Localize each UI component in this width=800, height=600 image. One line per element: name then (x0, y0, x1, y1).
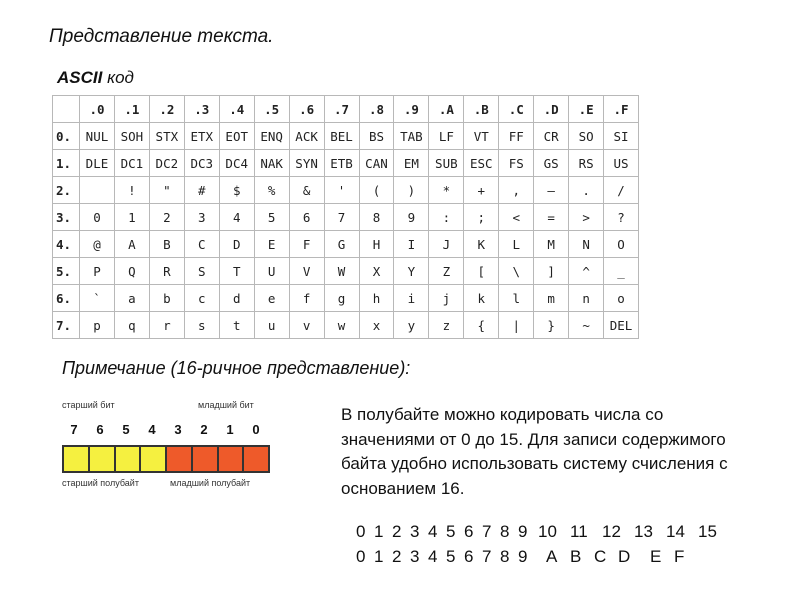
row-header: 4. (53, 231, 80, 258)
ascii-cell: l (499, 285, 534, 312)
ascii-cell: 0 (80, 204, 115, 231)
hex-digit: D (618, 547, 631, 566)
ascii-row (53, 177, 639, 204)
decimal-value: 8 (500, 522, 510, 541)
ascii-cell: j (429, 285, 464, 312)
ascii-cell: ? (604, 204, 639, 231)
ascii-cell: LF (429, 123, 464, 150)
column-header: .E (569, 96, 604, 123)
ascii-cell: CR (534, 123, 569, 150)
bit-cell-5 (116, 447, 142, 471)
hex-digit: 9 (518, 547, 528, 566)
bit-numbers (62, 422, 270, 438)
ascii-cell: > (569, 204, 604, 231)
ascii-cell: f (289, 285, 324, 312)
ascii-cell: S (184, 258, 219, 285)
ascii-cell: ETX (184, 123, 219, 150)
ascii-cell: . (569, 177, 604, 204)
ascii-cell: " (149, 177, 184, 204)
ascii-cell: FS (499, 150, 534, 177)
bit-cell-1 (219, 447, 245, 471)
ascii-cell: w (324, 312, 359, 339)
byte-diagram (62, 445, 270, 473)
ascii-cell: } (534, 312, 569, 339)
bit-number: 7 (70, 422, 78, 437)
column-header: .6 (289, 96, 324, 123)
column-header: .7 (324, 96, 359, 123)
ascii-cell: DC3 (184, 150, 219, 177)
bit-cell-6 (90, 447, 116, 471)
ascii-cell: [ (464, 258, 499, 285)
ascii-cell: ( (359, 177, 394, 204)
ascii-cell: J (429, 231, 464, 258)
decimal-value: 9 (518, 522, 528, 541)
bit-cell-3 (167, 447, 193, 471)
ascii-cell: ] (534, 258, 569, 285)
note-middle: 16-ричное представление (176, 358, 400, 378)
ascii-cell: r (149, 312, 184, 339)
decimal-value: 0 (356, 522, 366, 541)
column-header: .8 (359, 96, 394, 123)
bit-number: 4 (148, 422, 156, 437)
ascii-cell: Q (114, 258, 149, 285)
ascii-cell: h (359, 285, 394, 312)
ascii-cell: NUL (80, 123, 115, 150)
decimal-value: 12 (602, 522, 621, 541)
ascii-heading (57, 68, 134, 88)
row-header: 1. (53, 150, 80, 177)
slide-title: Представление текста. (49, 26, 274, 47)
ascii-table (52, 95, 639, 339)
ascii-cell: b (149, 285, 184, 312)
hex-digit: 6 (464, 547, 474, 566)
ascii-row (53, 231, 639, 258)
ascii-cell: Y (394, 258, 429, 285)
ascii-cell: F (289, 231, 324, 258)
ascii-cell: DEL (604, 312, 639, 339)
ascii-cell: & (289, 177, 324, 204)
decimal-value: 5 (446, 522, 456, 541)
hex-digit: 5 (446, 547, 456, 566)
bit-number: 1 (226, 422, 234, 437)
ascii-cell: ; (464, 204, 499, 231)
ascii-cell: DC2 (149, 150, 184, 177)
bit-number: 3 (174, 422, 182, 437)
ascii-cell: c (184, 285, 219, 312)
ascii-cell: TAB (394, 123, 429, 150)
ascii-cell: : (429, 204, 464, 231)
ascii-cell: DC1 (114, 150, 149, 177)
ascii-cell: ^ (569, 258, 604, 285)
ascii-cell: v (289, 312, 324, 339)
note-after: ): (399, 358, 411, 378)
ascii-cell: H (359, 231, 394, 258)
ascii-cell: 2 (149, 204, 184, 231)
ascii-cell: g (324, 285, 359, 312)
ascii-cell: ` (80, 285, 115, 312)
explanation-paragraph: В полубайте можно кодировать числа со значениями от 0 до 15. Для записи содержимого байта удобно использовать систему счисления с основанием 16. (341, 405, 728, 498)
ascii-cell: s (184, 312, 219, 339)
ascii-cell: NAK (254, 150, 289, 177)
ascii-cell: a (114, 285, 149, 312)
decimal-value: 7 (482, 522, 492, 541)
hex-digit: 0 (356, 547, 366, 566)
column-header: .C (499, 96, 534, 123)
ascii-cell: q (114, 312, 149, 339)
ascii-cell: 4 (219, 204, 254, 231)
ascii-cell: 1 (114, 204, 149, 231)
bit-number: 0 (252, 422, 260, 437)
hex-digit: 4 (428, 547, 438, 566)
ascii-cell: n (569, 285, 604, 312)
ascii-cell: W (324, 258, 359, 285)
ascii-cell: CAN (359, 150, 394, 177)
ascii-cell: i (394, 285, 429, 312)
ascii-cell: SI (604, 123, 639, 150)
decimal-value: 14 (666, 522, 685, 541)
ascii-row (53, 150, 639, 177)
decimal-value: 1 (374, 522, 384, 541)
column-header: .4 (219, 96, 254, 123)
ascii-cell: L (499, 231, 534, 258)
ascii-cell: BEL (324, 123, 359, 150)
hex-digit: B (570, 547, 582, 566)
ascii-cell: x (359, 312, 394, 339)
ascii-row (53, 285, 639, 312)
ascii-cell: SOH (114, 123, 149, 150)
ascii-cell: EOT (219, 123, 254, 150)
ascii-cell: G (324, 231, 359, 258)
ascii-cell: { (464, 312, 499, 339)
ascii-cell: DLE (80, 150, 115, 177)
low-nibble-label: младший полубайт (170, 478, 251, 488)
ascii-cell: US (604, 150, 639, 177)
ascii-cell: SO (569, 123, 604, 150)
column-header: .3 (184, 96, 219, 123)
column-header: .1 (114, 96, 149, 123)
ascii-cell: GS (534, 150, 569, 177)
ascii-cell: EM (394, 150, 429, 177)
ascii-cell: t (219, 312, 254, 339)
ascii-cell: R (149, 258, 184, 285)
row-header: 5. (53, 258, 80, 285)
hex-digit: 7 (482, 547, 492, 566)
decimal-value: 3 (410, 522, 420, 541)
ascii-cell: z (429, 312, 464, 339)
ascii-cell: C (184, 231, 219, 258)
ascii-row (53, 204, 639, 231)
ascii-cell: A (114, 231, 149, 258)
ascii-cell: o (604, 285, 639, 312)
ascii-cell: SUB (429, 150, 464, 177)
ascii-cell: VT (464, 123, 499, 150)
ascii-cell: STX (149, 123, 184, 150)
ascii-cell (80, 177, 115, 204)
ascii-cell: @ (80, 231, 115, 258)
ascii-cell: FF (499, 123, 534, 150)
ascii-cell: \ (499, 258, 534, 285)
hex-digit: E (650, 547, 662, 566)
ascii-cell: 3 (184, 204, 219, 231)
ascii-cell: ACK (289, 123, 324, 150)
ascii-heading-rest: код (102, 68, 134, 87)
ascii-cell: y (394, 312, 429, 339)
row-header: 0. (53, 123, 80, 150)
hex-digit: 3 (410, 547, 420, 566)
ascii-cell: P (80, 258, 115, 285)
ascii-cell: + (464, 177, 499, 204)
ascii-cell: U (254, 258, 289, 285)
hex-digit: C (594, 547, 607, 566)
decimal-value: 13 (634, 522, 653, 541)
ascii-cell: ENQ (254, 123, 289, 150)
column-header: .B (464, 96, 499, 123)
ascii-header-row (53, 96, 639, 123)
ascii-heading-bold: ASCII (57, 68, 103, 87)
note-before: Примечание ( (62, 358, 177, 378)
ascii-cell: = (534, 204, 569, 231)
low-bit-label: младший бит (198, 400, 254, 410)
ascii-cell: O (604, 231, 639, 258)
ascii-cell: 6 (289, 204, 324, 231)
ascii-cell: 5 (254, 204, 289, 231)
decimal-value: 2 (392, 522, 402, 541)
ascii-row (53, 312, 639, 339)
ascii-cell: E (254, 231, 289, 258)
ascii-cell: D (219, 231, 254, 258)
ascii-cell: ETB (324, 150, 359, 177)
hex-digit: A (546, 547, 558, 566)
bit-number: 6 (96, 422, 104, 437)
row-header: 2. (53, 177, 80, 204)
ascii-cell: d (219, 285, 254, 312)
bit-number: 2 (200, 422, 208, 437)
ascii-cell: X (359, 258, 394, 285)
ascii-cell: p (80, 312, 115, 339)
ascii-cell: ~ (569, 312, 604, 339)
ascii-cell: ' (324, 177, 359, 204)
ascii-cell: ! (114, 177, 149, 204)
bit-cell-0 (244, 447, 268, 471)
ascii-cell: < (499, 204, 534, 231)
ascii-table-container (52, 95, 639, 336)
ascii-cell: e (254, 285, 289, 312)
ascii-cell: 8 (359, 204, 394, 231)
high-nibble-label: старший полубайт (62, 478, 139, 488)
ascii-cell: BS (359, 123, 394, 150)
row-header: 3. (53, 204, 80, 231)
column-header: .9 (394, 96, 429, 123)
hex-digit: F (674, 547, 685, 566)
hex-digit: 2 (392, 547, 402, 566)
ascii-cell: ESC (464, 150, 499, 177)
ascii-row (53, 258, 639, 285)
ascii-cell: T (219, 258, 254, 285)
decimal-value: 4 (428, 522, 438, 541)
ascii-cell: # (184, 177, 219, 204)
column-header (53, 96, 80, 123)
decimal-value: 10 (538, 522, 557, 541)
decimal-value: 11 (570, 522, 588, 541)
column-header: .5 (254, 96, 289, 123)
ascii-cell: k (464, 285, 499, 312)
ascii-cell: Z (429, 258, 464, 285)
ascii-cell: $ (219, 177, 254, 204)
ascii-cell: 9 (394, 204, 429, 231)
column-header: .D (534, 96, 569, 123)
high-bit-label: старший бит (62, 400, 115, 410)
ascii-cell: , (499, 177, 534, 204)
ascii-cell: | (499, 312, 534, 339)
decimal-value: 6 (464, 522, 474, 541)
hex-digit: 8 (500, 547, 510, 566)
bit-cell-7 (64, 447, 90, 471)
ascii-cell: % (254, 177, 289, 204)
ascii-cell: / (604, 177, 639, 204)
row-header: 6. (53, 285, 80, 312)
ascii-cell: SYN (289, 150, 324, 177)
note-heading (62, 358, 410, 379)
ascii-cell: RS (569, 150, 604, 177)
ascii-cell: V (289, 258, 324, 285)
ascii-cell: K (464, 231, 499, 258)
row-header: 7. (53, 312, 80, 339)
ascii-cell: I (394, 231, 429, 258)
bit-number: 5 (122, 422, 130, 437)
ascii-cell: u (254, 312, 289, 339)
bit-cell-2 (193, 447, 219, 471)
column-header: .F (604, 96, 639, 123)
decimal-value: 15 (698, 522, 717, 541)
ascii-cell: 7 (324, 204, 359, 231)
column-header: .0 (80, 96, 115, 123)
column-header: .A (429, 96, 464, 123)
ascii-cell: ) (394, 177, 429, 204)
ascii-cell: — (534, 177, 569, 204)
ascii-cell: _ (604, 258, 639, 285)
bit-cell-4 (141, 447, 167, 471)
ascii-cell: * (429, 177, 464, 204)
ascii-cell: B (149, 231, 184, 258)
column-header: .2 (149, 96, 184, 123)
ascii-cell: m (534, 285, 569, 312)
ascii-row (53, 123, 639, 150)
ascii-cell: N (569, 231, 604, 258)
ascii-cell: DC4 (219, 150, 254, 177)
ascii-cell: M (534, 231, 569, 258)
hex-digit: 1 (374, 547, 384, 566)
